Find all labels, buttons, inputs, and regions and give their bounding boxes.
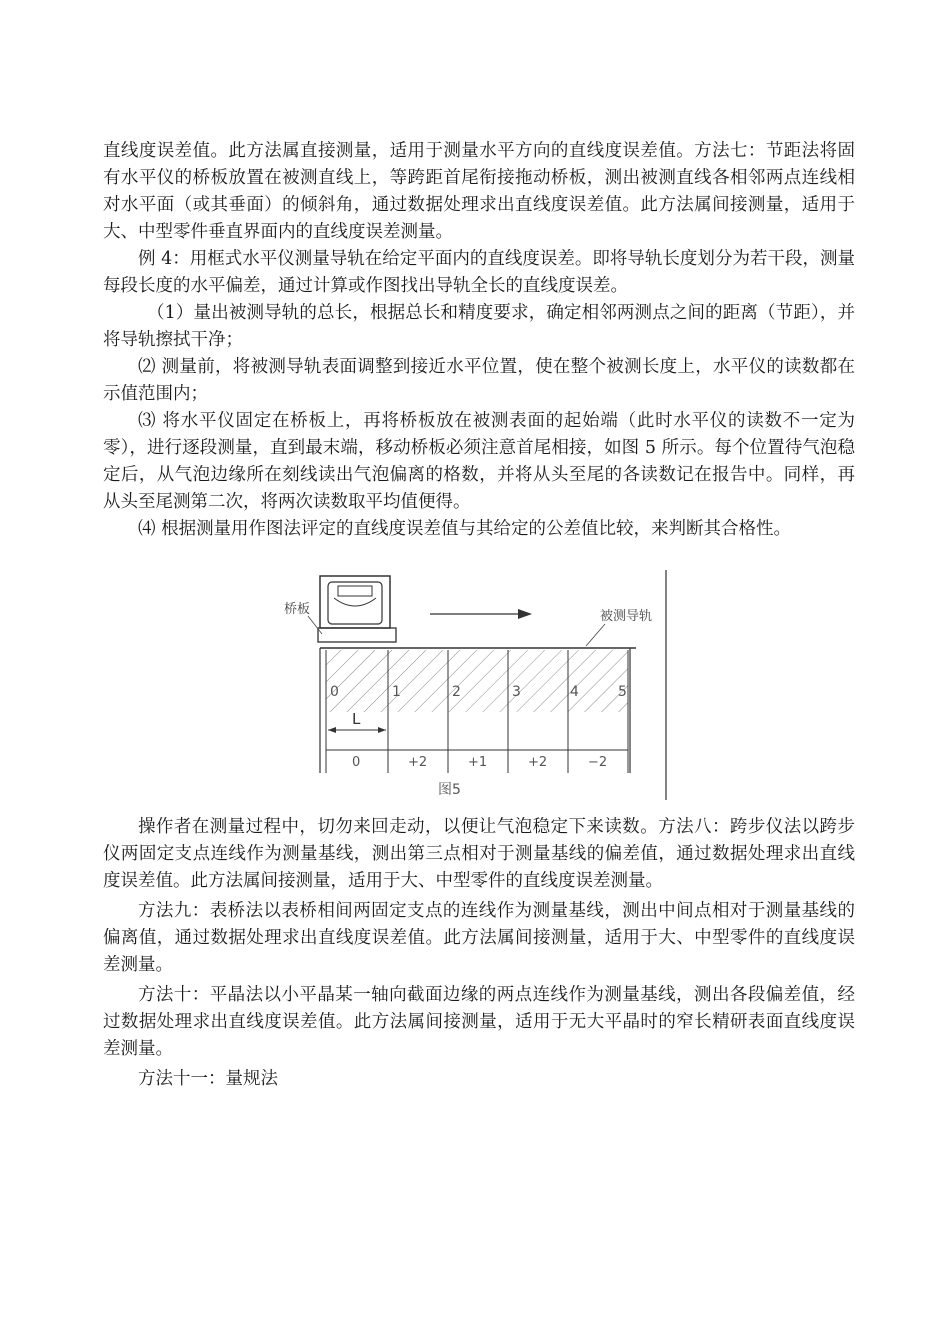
leader-rail: [586, 624, 605, 646]
point-label-3: 3: [512, 684, 521, 700]
paragraph-method-ten: 方法十：平晶法以小平晶某一轴向截面边缘的两点连线作为测量基线，测出各段偏差值，经过数据处理求出直线度误差值。此方法属间接测量，适用于无大平晶时的窄长精研表面直线度误差测量。: [103, 985, 855, 1059]
reading-segment-3: +1: [468, 755, 488, 770]
paragraph-step-two: ⑵ 测量前，将被测导轨表面调整到接近水平位置，使在整个被测长度上，水平仪的读数都在示值范围内；: [103, 357, 855, 404]
reading-segment-1: 0: [352, 755, 361, 770]
label-measured-rail: 被测导轨: [600, 609, 653, 624]
rail-hatched-body: [326, 650, 628, 712]
point-label-2: 2: [452, 684, 461, 700]
level-frame-outer: [320, 576, 390, 628]
figure-5-diagram: [270, 568, 690, 808]
bridge-plate: [318, 628, 396, 642]
paragraph-step-three: ⑶ 将水平仪固定在桥板上，再将桥板放在被测表面的起始端（此时水平仪的读数不一定为零），进行逐段测量，直到最末端，移动桥板必须注意首尾相接，如图 5 所示。每个位置待气泡稳定后，从气泡边缘所在刻线读出气泡偏离的格数，并将从头至尾的各读数记在报告中。同样，再从头至尾测第二次，将两次读数取平均值便得。: [103, 411, 855, 512]
rail-measurement-diagram: [270, 568, 690, 808]
dimension-label-L: L: [352, 710, 361, 728]
paragraph-method-eight: 操作者在测量过程中，切勿来回走动，以便让气泡稳定下来读数。方法八：跨步仪法以跨步仪两固定支点连线作为测量基线，测出第三点相对于测量基线的偏差值，通过数据处理求出直线度误差值。此方法属间接测量，适用于大、中型零件的直线度误差测量。: [103, 817, 855, 891]
paragraph-step-four: ⑷ 根据测量用作图法评定的直线度误差值与其给定的公差值比较，来判断其合格性。: [138, 519, 792, 539]
point-label-0: 0: [330, 684, 339, 700]
paragraph-method-seven: 直线度误差值。此方法属直接测量，适用于测量水平方向的直线度误差值。方法七：节距法将固有水平仪的桥板放置在被测直线上，等跨距首尾衔接拖动桥板，测出被测直线各相邻两点连线相对水平面（或其垂面）的倾斜角，通过数据处理求出直线度误差值。此方法属间接测量，适用于大、中型零件垂直界面内的直线度误差测量。: [103, 141, 855, 242]
reading-segment-4: +2: [528, 755, 548, 770]
paragraph-method-eleven: 方法十一：量规法: [138, 1069, 278, 1089]
dimension-arrow-right: [378, 727, 386, 733]
dimension-arrow-left: [328, 727, 336, 733]
paragraph-step-one: （1）量出被测导轨的总长，根据总长和精度要求，确定相邻两测点之间的距离（节距），并将导轨擦拭干净；: [103, 303, 855, 350]
point-label-4: 4: [570, 684, 579, 700]
level-body-curve: [334, 598, 376, 606]
level-frame-inner: [328, 582, 382, 624]
paragraph-method-nine: 方法九：表桥法以表桥相间两固定支点的连线作为测量基线，测出中间点相对于测量基线的偏离值，通过数据处理求出直线度误差值。此方法属间接测量，适用于大、中型零件的直线度误差测量。: [103, 901, 855, 975]
text-block-top: [103, 138, 855, 543]
reading-segment-2: +2: [408, 755, 428, 770]
figure-caption: 图5: [438, 782, 461, 798]
reading-segment-5: −2: [588, 755, 608, 770]
label-bridge-plate: 桥板: [284, 602, 311, 617]
paragraph-example-four: 例 4：用框式水平仪测量导轨在给定平面内的直线度误差。即将导轨长度划分为若干段，测量每段长度的水平偏差，通过计算或作图找出导轨全长的直线度误差。: [103, 249, 855, 296]
text-block-bottom: [103, 814, 855, 1093]
level-vial: [338, 586, 372, 596]
point-label-1: 1: [392, 684, 401, 700]
direction-arrow-head: [518, 609, 532, 619]
point-label-5: 5: [618, 684, 627, 700]
